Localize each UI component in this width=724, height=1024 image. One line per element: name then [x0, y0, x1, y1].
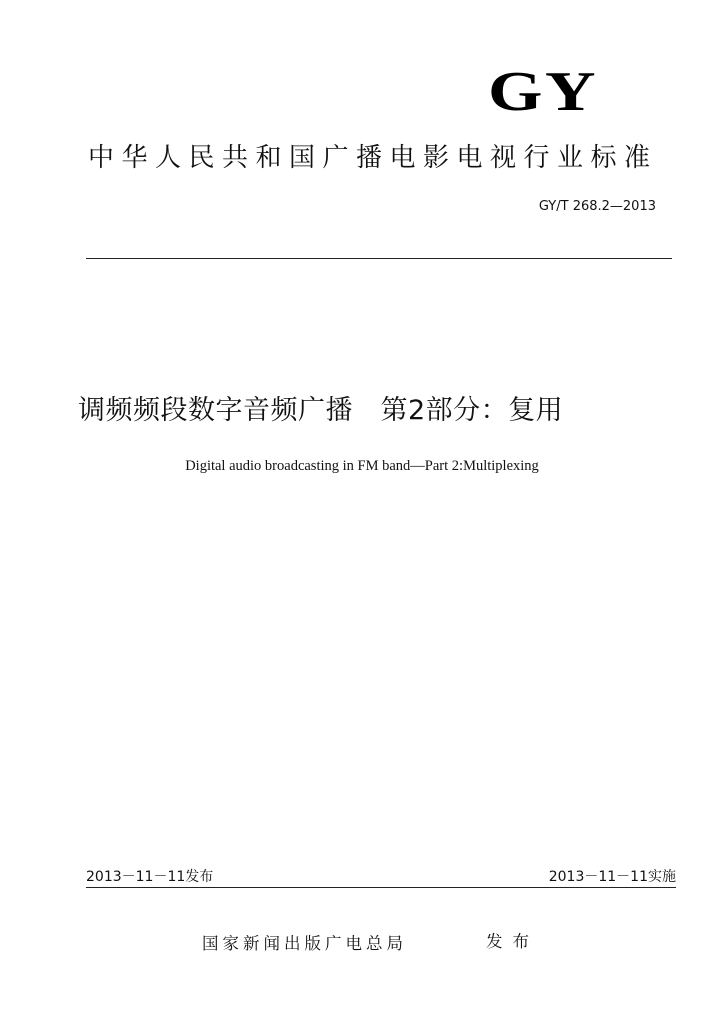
standard-number: GY/T 268.2—2013 [538, 199, 656, 214]
publish-label: 发布 [486, 932, 539, 951]
top-divider [86, 258, 672, 259]
document-title-english: Digital audio broadcasting in FM band—Part 2:Multiplexing [185, 458, 539, 474]
bottom-divider [86, 887, 676, 888]
industry-standard-heading: 中华人民共和国广播电影电视行业标准 [88, 143, 658, 173]
document-title-chinese: 调频频段数字音频广播 第2部分：复用 [78, 395, 564, 426]
issue-date: 2013－11－11发布 [86, 869, 214, 885]
issuing-authority: 国家新闻出版广电总局 [202, 934, 407, 953]
gy-logo: GY [488, 61, 598, 123]
implementation-date: 2013－11－11实施 [548, 869, 676, 885]
